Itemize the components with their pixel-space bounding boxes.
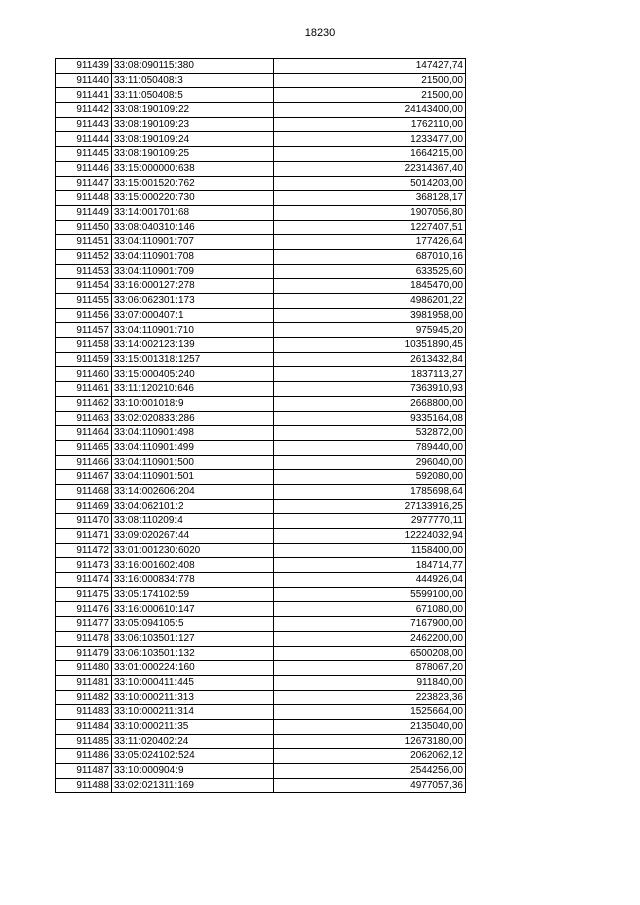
table-row [56,88,466,103]
cadastral-number-cell: 33:06:103501:132 [112,646,274,661]
cadastral-value-cell: 21500,00 [274,88,466,103]
cadastral-number-cell: 33:01:001230:6020 [112,543,274,558]
cadastral-value-cell: 5599100,00 [274,587,466,602]
cadastral-number-cell: 33:04:110901:710 [112,323,274,338]
row-id-cell: 911440 [56,73,112,88]
table-row [56,631,466,646]
cadastral-number-cell: 33:08:190109:23 [112,117,274,132]
cadastral-number-cell: 33:06:062301:173 [112,294,274,309]
table-row [56,749,466,764]
row-id-cell: 911454 [56,279,112,294]
cadastral-number-cell: 33:04:110901:500 [112,455,274,470]
cadastral-value-cell: 147427,74 [274,59,466,74]
row-id-cell: 911478 [56,631,112,646]
cadastral-number-cell: 33:08:040310:146 [112,220,274,235]
cadastral-number-cell: 33:11:120210:646 [112,382,274,397]
cadastral-value-cell: 1785698,64 [274,484,466,499]
cadastral-number-cell: 33:15:000405:240 [112,367,274,382]
cadastral-value-cell: 4977057,36 [274,778,466,793]
row-id-cell: 911488 [56,778,112,793]
cadastral-number-cell: 33:04:110901:708 [112,249,274,264]
cadastral-value-cell: 1845470,00 [274,279,466,294]
cadastral-value-table [55,58,466,793]
table-row [56,249,466,264]
cadastral-value-cell: 3981958,00 [274,308,466,323]
cadastral-value-cell: 2462200,00 [274,631,466,646]
table-row [56,440,466,455]
table-row [56,602,466,617]
table-row [56,220,466,235]
cadastral-number-cell: 33:15:000220:730 [112,191,274,206]
row-id-cell: 911450 [56,220,112,235]
cadastral-value-cell: 21500,00 [274,73,466,88]
cadastral-number-cell: 33:14:002606:204 [112,484,274,499]
cadastral-number-cell: 33:08:110209:4 [112,514,274,529]
cadastral-number-cell: 33:06:103501:127 [112,631,274,646]
row-id-cell: 911487 [56,764,112,779]
cadastral-value-cell: 1525664,00 [274,705,466,720]
cadastral-number-cell: 33:08:090115:380 [112,59,274,74]
cadastral-value-cell: 1227407,51 [274,220,466,235]
row-id-cell: 911479 [56,646,112,661]
table-row [56,587,466,602]
cadastral-number-cell: 33:04:110901:501 [112,470,274,485]
cadastral-value-cell: 789440,00 [274,440,466,455]
cadastral-number-cell: 33:10:000211:314 [112,705,274,720]
cadastral-value-cell: 12673180,00 [274,734,466,749]
cadastral-value-cell: 27133916,25 [274,499,466,514]
row-id-cell: 911458 [56,338,112,353]
cadastral-number-cell: 33:09:020267:44 [112,529,274,544]
row-id-cell: 911483 [56,705,112,720]
row-id-cell: 911444 [56,132,112,147]
row-id-cell: 911466 [56,455,112,470]
table-row [56,323,466,338]
table-row [56,132,466,147]
cadastral-value-cell: 7167900,00 [274,617,466,632]
row-id-cell: 911468 [56,484,112,499]
cadastral-number-cell: 33:15:001520:762 [112,176,274,191]
cadastral-value-cell: 1158400,00 [274,543,466,558]
cadastral-value-cell: 532872,00 [274,426,466,441]
row-id-cell: 911469 [56,499,112,514]
row-id-cell: 911457 [56,323,112,338]
table-row [56,147,466,162]
row-id-cell: 911480 [56,661,112,676]
cadastral-number-cell: 33:05:174102:59 [112,587,274,602]
row-id-cell: 911475 [56,587,112,602]
cadastral-value-cell: 5014203,00 [274,176,466,191]
cadastral-value-cell: 184714,77 [274,558,466,573]
row-id-cell: 911456 [56,308,112,323]
row-id-cell: 911473 [56,558,112,573]
row-id-cell: 911446 [56,161,112,176]
cadastral-value-cell: 975945,20 [274,323,466,338]
table-row [56,279,466,294]
cadastral-number-cell: 33:04:110901:499 [112,440,274,455]
row-id-cell: 911477 [56,617,112,632]
cadastral-number-cell: 33:02:021311:169 [112,778,274,793]
table-body [56,59,466,793]
table-row [56,514,466,529]
cadastral-value-cell: 177426,64 [274,235,466,250]
table-row [56,235,466,250]
row-id-cell: 911482 [56,690,112,705]
row-id-cell: 911441 [56,88,112,103]
table-row [56,705,466,720]
cadastral-number-cell: 33:10:001018:9 [112,396,274,411]
cadastral-value-cell: 2613432,84 [274,352,466,367]
table-row [56,205,466,220]
cadastral-value-cell: 2135040,00 [274,719,466,734]
cadastral-value-cell: 6500208,00 [274,646,466,661]
cadastral-value-cell: 878067,20 [274,661,466,676]
cadastral-number-cell: 33:15:001318:1257 [112,352,274,367]
table-row [56,719,466,734]
table-row [56,59,466,74]
cadastral-value-cell: 2668800,00 [274,396,466,411]
cadastral-number-cell: 33:10:000411:445 [112,675,274,690]
cadastral-value-cell: 2977770,11 [274,514,466,529]
cadastral-number-cell: 33:01:000224:160 [112,661,274,676]
table-row [56,573,466,588]
table-row [56,103,466,118]
cadastral-value-cell: 911840,00 [274,675,466,690]
table-row [56,161,466,176]
cadastral-value-cell: 592080,00 [274,470,466,485]
table-row [56,529,466,544]
table-row [56,117,466,132]
table-row [56,411,466,426]
row-id-cell: 911443 [56,117,112,132]
cadastral-value-cell: 671080,00 [274,602,466,617]
table-row [56,764,466,779]
row-id-cell: 911476 [56,602,112,617]
cadastral-number-cell: 33:05:024102:524 [112,749,274,764]
table-row [56,646,466,661]
page-number: 18230 [304,27,336,39]
table-row [56,396,466,411]
cadastral-value-cell: 296040,00 [274,455,466,470]
cadastral-number-cell: 33:04:110901:707 [112,235,274,250]
row-id-cell: 911465 [56,440,112,455]
table-row [56,484,466,499]
cadastral-value-cell: 2062062,12 [274,749,466,764]
cadastral-number-cell: 33:10:000211:313 [112,690,274,705]
row-id-cell: 911467 [56,470,112,485]
table-row [56,294,466,309]
table-row [56,426,466,441]
cadastral-number-cell: 33:11:050408:5 [112,88,274,103]
cadastral-number-cell: 33:11:020402:24 [112,734,274,749]
cadastral-number-cell: 33:16:000610:147 [112,602,274,617]
cadastral-value-cell: 368128,17 [274,191,466,206]
cadastral-value-cell: 2544256,00 [274,764,466,779]
table-row [56,661,466,676]
row-id-cell: 911481 [56,675,112,690]
cadastral-value-cell: 10351890,45 [274,338,466,353]
cadastral-number-cell: 33:10:000904:9 [112,764,274,779]
cadastral-number-cell: 33:04:110901:709 [112,264,274,279]
row-id-cell: 911447 [56,176,112,191]
row-id-cell: 911471 [56,529,112,544]
cadastral-value-cell: 1762110,00 [274,117,466,132]
cadastral-number-cell: 33:11:050408:3 [112,73,274,88]
cadastral-value-cell: 1233477,00 [274,132,466,147]
row-id-cell: 911461 [56,382,112,397]
table-row [56,352,466,367]
table-row [56,264,466,279]
row-id-cell: 911460 [56,367,112,382]
cadastral-value-cell: 22314367,40 [274,161,466,176]
table-row [56,778,466,793]
cadastral-value-cell: 7363910,93 [274,382,466,397]
row-id-cell: 911484 [56,719,112,734]
cadastral-number-cell: 33:08:190109:25 [112,147,274,162]
table-row [56,558,466,573]
row-id-cell: 911453 [56,264,112,279]
cadastral-value-cell: 633525,60 [274,264,466,279]
table-row [56,455,466,470]
cadastral-number-cell: 33:14:001701:68 [112,205,274,220]
cadastral-number-cell: 33:10:000211:35 [112,719,274,734]
row-id-cell: 911459 [56,352,112,367]
cadastral-value-cell: 687010,16 [274,249,466,264]
table-row [56,367,466,382]
cadastral-value-cell: 223823,36 [274,690,466,705]
row-id-cell: 911442 [56,103,112,118]
row-id-cell: 911464 [56,426,112,441]
row-id-cell: 911472 [56,543,112,558]
row-id-cell: 911445 [56,147,112,162]
row-id-cell: 911449 [56,205,112,220]
table-row [56,308,466,323]
cadastral-value-cell: 1907056,80 [274,205,466,220]
cadastral-value-cell: 24143400,00 [274,103,466,118]
cadastral-number-cell: 33:14:002123:139 [112,338,274,353]
cadastral-number-cell: 33:05:094105:5 [112,617,274,632]
table-row [56,543,466,558]
table-row [56,176,466,191]
cadastral-number-cell: 33:16:000834:778 [112,573,274,588]
row-id-cell: 911439 [56,59,112,74]
cadastral-value-cell: 1664215,00 [274,147,466,162]
table-row [56,690,466,705]
cadastral-number-cell: 33:08:190109:24 [112,132,274,147]
table-row [56,191,466,206]
cadastral-number-cell: 33:16:001602:408 [112,558,274,573]
table-row [56,338,466,353]
cadastral-value-cell: 12224032,94 [274,529,466,544]
cadastral-number-cell: 33:04:062101:2 [112,499,274,514]
row-id-cell: 911470 [56,514,112,529]
row-id-cell: 911455 [56,294,112,309]
cadastral-number-cell: 33:04:110901:498 [112,426,274,441]
table-row [56,734,466,749]
row-id-cell: 911485 [56,734,112,749]
cadastral-number-cell: 33:07:000407:1 [112,308,274,323]
cadastral-value-cell: 444926,04 [274,573,466,588]
cadastral-number-cell: 33:16:000127:278 [112,279,274,294]
row-id-cell: 911452 [56,249,112,264]
cadastral-number-cell: 33:02:020833:286 [112,411,274,426]
cadastral-value-cell: 9335164,08 [274,411,466,426]
row-id-cell: 911463 [56,411,112,426]
cadastral-number-cell: 33:08:190109:22 [112,103,274,118]
row-id-cell: 911448 [56,191,112,206]
cadastral-number-cell: 33:15:000000:638 [112,161,274,176]
row-id-cell: 911462 [56,396,112,411]
table-row [56,382,466,397]
row-id-cell: 911451 [56,235,112,250]
cadastral-value-cell: 4986201,22 [274,294,466,309]
cadastral-value-cell: 1837113,27 [274,367,466,382]
table-row [56,499,466,514]
table-row [56,470,466,485]
table-row [56,73,466,88]
table-row [56,617,466,632]
table-row [56,675,466,690]
row-id-cell: 911486 [56,749,112,764]
row-id-cell: 911474 [56,573,112,588]
